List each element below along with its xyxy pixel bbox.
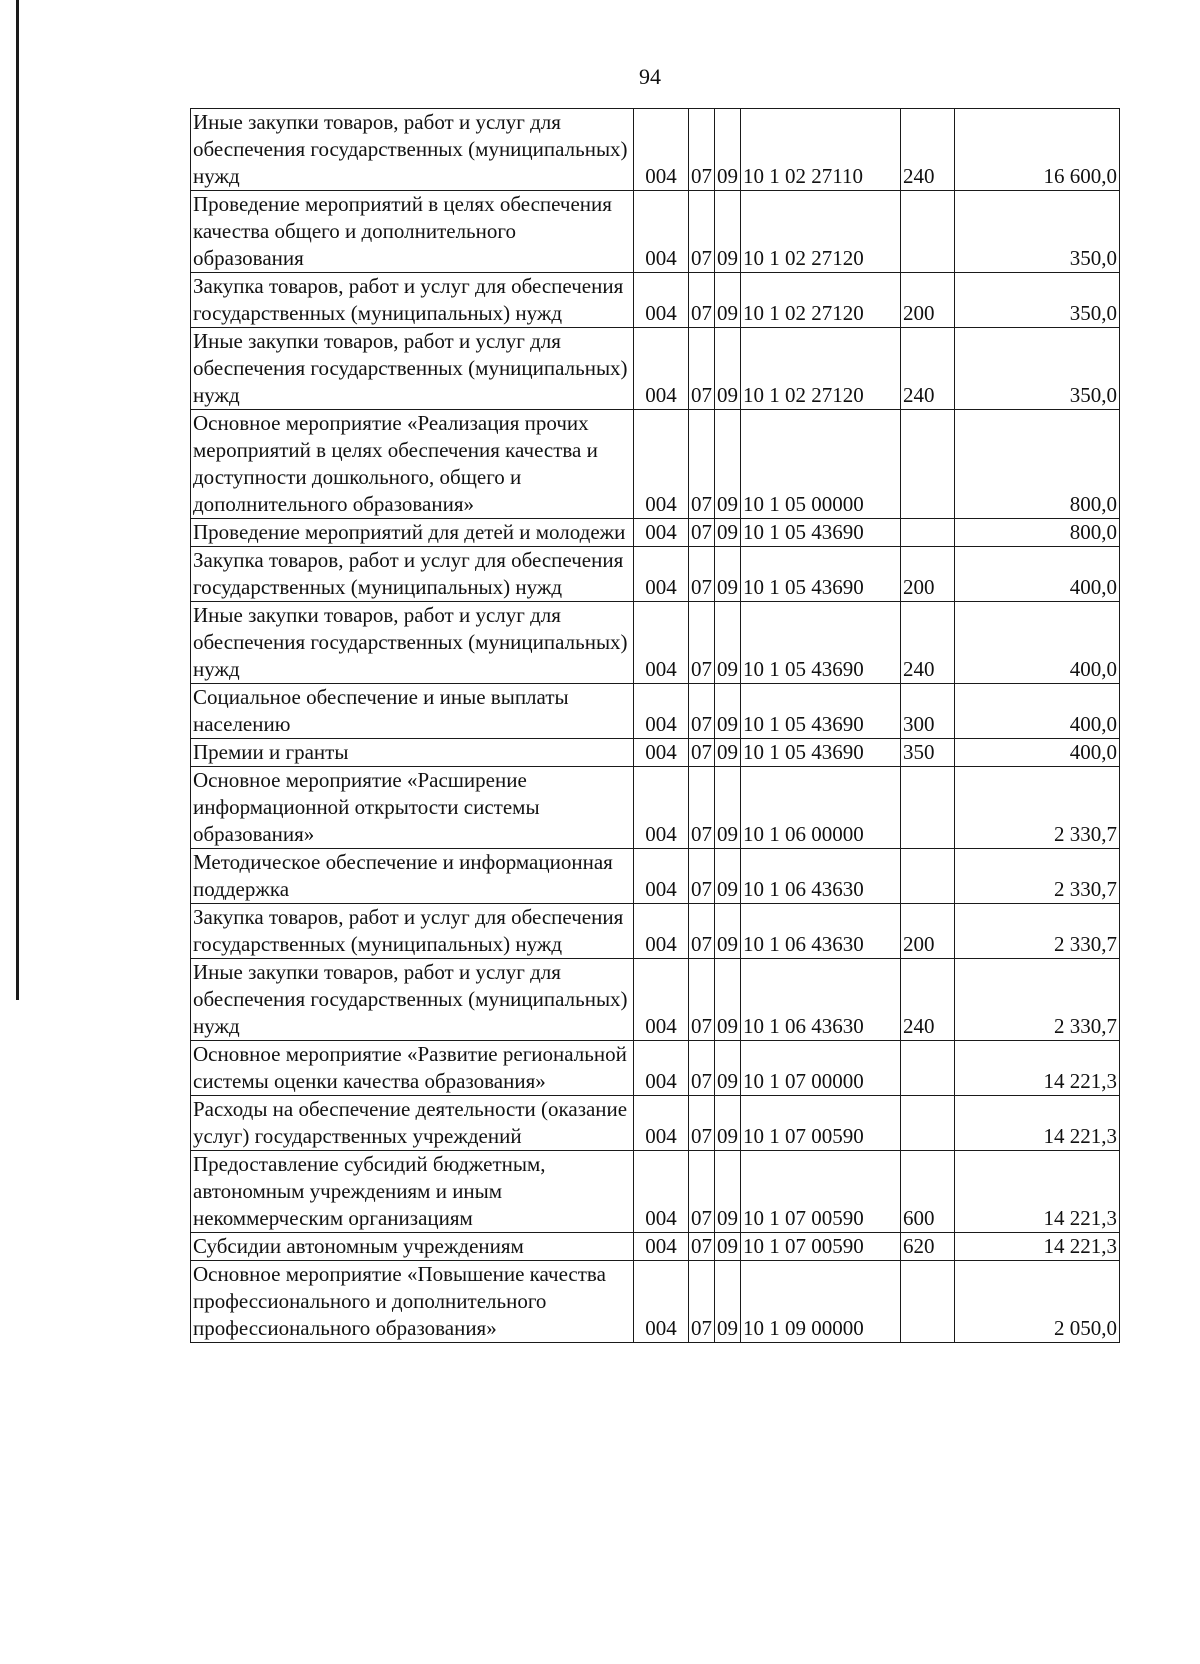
row-subsection-code: 09 xyxy=(715,1233,741,1261)
row-subsection-code: 09 xyxy=(715,519,741,547)
row-subsection-code: 09 xyxy=(715,1096,741,1151)
row-grbs-code: 004 xyxy=(634,1151,689,1233)
row-name: Закупка товаров, работ и услуг для обеспечения государственных (муниципальных) нужд xyxy=(191,547,634,602)
table-row xyxy=(191,1233,1120,1261)
row-expense-type-code xyxy=(901,1096,955,1151)
row-grbs-code: 004 xyxy=(634,739,689,767)
row-amount: 14 221,3 xyxy=(955,1233,1120,1261)
row-section-code: 07 xyxy=(689,1233,715,1261)
row-expense-type-code: 300 xyxy=(901,684,955,739)
row-section-code: 07 xyxy=(689,410,715,519)
row-name: Иные закупки товаров, работ и услуг для обеспечения государственных (муниципальных) нужд xyxy=(191,109,634,191)
row-subsection-code: 09 xyxy=(715,547,741,602)
scan-margin-line xyxy=(16,0,19,1000)
row-amount: 800,0 xyxy=(955,519,1120,547)
row-expense-type-code: 240 xyxy=(901,602,955,684)
row-target-article-code: 10 1 02 27120 xyxy=(741,273,901,328)
row-amount: 2 050,0 xyxy=(955,1261,1120,1343)
row-name: Проведение мероприятий для детей и молодежи xyxy=(191,519,634,547)
row-target-article-code: 10 1 02 27120 xyxy=(741,191,901,273)
row-grbs-code: 004 xyxy=(634,767,689,849)
row-name: Проведение мероприятий в целях обеспечения качества общего и дополнительного образования xyxy=(191,191,634,273)
row-section-code: 07 xyxy=(689,1151,715,1233)
row-subsection-code: 09 xyxy=(715,959,741,1041)
table-row xyxy=(191,273,1120,328)
row-subsection-code: 09 xyxy=(715,328,741,410)
row-target-article-code: 10 1 06 43630 xyxy=(741,849,901,904)
row-target-article-code: 10 1 07 00590 xyxy=(741,1233,901,1261)
row-name: Социальное обеспечение и иные выплаты населению xyxy=(191,684,634,739)
row-name: Методическое обеспечение и информационная поддержка xyxy=(191,849,634,904)
row-section-code: 07 xyxy=(689,849,715,904)
row-section-code: 07 xyxy=(689,767,715,849)
row-amount: 400,0 xyxy=(955,739,1120,767)
table-row xyxy=(191,1151,1120,1233)
row-amount: 2 330,7 xyxy=(955,767,1120,849)
row-grbs-code: 004 xyxy=(634,1096,689,1151)
row-grbs-code: 004 xyxy=(634,410,689,519)
row-subsection-code: 09 xyxy=(715,904,741,959)
table-row xyxy=(191,904,1120,959)
row-grbs-code: 004 xyxy=(634,904,689,959)
row-name: Расходы на обеспечение деятельности (оказание услуг) государственных учреждений xyxy=(191,1096,634,1151)
table-row xyxy=(191,767,1120,849)
row-expense-type-code: 200 xyxy=(901,547,955,602)
row-subsection-code: 09 xyxy=(715,109,741,191)
row-target-article-code: 10 1 05 43690 xyxy=(741,602,901,684)
table-row xyxy=(191,739,1120,767)
row-target-article-code: 10 1 05 00000 xyxy=(741,410,901,519)
row-target-article-code: 10 1 07 00590 xyxy=(741,1096,901,1151)
row-grbs-code: 004 xyxy=(634,602,689,684)
row-amount: 350,0 xyxy=(955,328,1120,410)
row-grbs-code: 004 xyxy=(634,849,689,904)
table-row xyxy=(191,959,1120,1041)
row-expense-type-code: 200 xyxy=(901,273,955,328)
row-section-code: 07 xyxy=(689,959,715,1041)
row-expense-type-code: 600 xyxy=(901,1151,955,1233)
row-subsection-code: 09 xyxy=(715,273,741,328)
row-name: Основное мероприятие «Расширение информационной открытости системы образования» xyxy=(191,767,634,849)
row-grbs-code: 004 xyxy=(634,547,689,602)
row-target-article-code: 10 1 02 27110 xyxy=(741,109,901,191)
row-target-article-code: 10 1 05 43690 xyxy=(741,739,901,767)
row-name: Субсидии автономным учреждениям xyxy=(191,1233,634,1261)
row-amount: 14 221,3 xyxy=(955,1151,1120,1233)
table-row xyxy=(191,410,1120,519)
page-number: 94 xyxy=(639,64,661,89)
row-expense-type-code: 620 xyxy=(901,1233,955,1261)
row-target-article-code: 10 1 06 43630 xyxy=(741,959,901,1041)
row-section-code: 07 xyxy=(689,109,715,191)
table-row xyxy=(191,547,1120,602)
row-target-article-code: 10 1 05 43690 xyxy=(741,684,901,739)
row-name: Закупка товаров, работ и услуг для обеспечения государственных (муниципальных) нужд xyxy=(191,904,634,959)
row-section-code: 07 xyxy=(689,1261,715,1343)
table-row xyxy=(191,1096,1120,1151)
row-expense-type-code: 200 xyxy=(901,904,955,959)
row-amount: 2 330,7 xyxy=(955,849,1120,904)
row-grbs-code: 004 xyxy=(634,109,689,191)
row-name: Основное мероприятие «Реализация прочих мероприятий в целях обеспечения качества и доступности дошкольного, общего и дополнительного образования» xyxy=(191,410,634,519)
row-expense-type-code: 350 xyxy=(901,739,955,767)
row-subsection-code: 09 xyxy=(715,191,741,273)
row-name: Премии и гранты xyxy=(191,739,634,767)
row-target-article-code: 10 1 05 43690 xyxy=(741,547,901,602)
row-name: Иные закупки товаров, работ и услуг для обеспечения государственных (муниципальных) нужд xyxy=(191,959,634,1041)
row-section-code: 07 xyxy=(689,273,715,328)
row-subsection-code: 09 xyxy=(715,410,741,519)
row-amount: 400,0 xyxy=(955,547,1120,602)
row-section-code: 07 xyxy=(689,904,715,959)
row-target-article-code: 10 1 05 43690 xyxy=(741,519,901,547)
row-section-code: 07 xyxy=(689,684,715,739)
row-subsection-code: 09 xyxy=(715,1041,741,1096)
table-row xyxy=(191,109,1120,191)
row-expense-type-code xyxy=(901,1261,955,1343)
row-target-article-code: 10 1 06 00000 xyxy=(741,767,901,849)
row-grbs-code: 004 xyxy=(634,959,689,1041)
row-expense-type-code xyxy=(901,519,955,547)
table-row xyxy=(191,328,1120,410)
row-target-article-code: 10 1 06 43630 xyxy=(741,904,901,959)
row-expense-type-code: 240 xyxy=(901,109,955,191)
row-amount: 400,0 xyxy=(955,602,1120,684)
row-name: Предоставление субсидий бюджетным, автономным учреждениям и иным некоммерческим организациям xyxy=(191,1151,634,1233)
row-expense-type-code xyxy=(901,767,955,849)
row-name: Основное мероприятие «Развитие региональной системы оценки качества образования» xyxy=(191,1041,634,1096)
row-grbs-code: 004 xyxy=(634,191,689,273)
row-amount: 800,0 xyxy=(955,410,1120,519)
row-amount: 16 600,0 xyxy=(955,109,1120,191)
row-section-code: 07 xyxy=(689,328,715,410)
row-grbs-code: 004 xyxy=(634,519,689,547)
row-amount: 14 221,3 xyxy=(955,1096,1120,1151)
row-name: Основное мероприятие «Повышение качества профессионального и дополнительного профессионального образования» xyxy=(191,1261,634,1343)
row-grbs-code: 004 xyxy=(634,328,689,410)
row-target-article-code: 10 1 09 00000 xyxy=(741,1261,901,1343)
row-section-code: 07 xyxy=(689,191,715,273)
table-row xyxy=(191,1261,1120,1343)
row-amount: 2 330,7 xyxy=(955,904,1120,959)
row-name: Закупка товаров, работ и услуг для обеспечения государственных (муниципальных) нужд xyxy=(191,273,634,328)
row-section-code: 07 xyxy=(689,519,715,547)
row-grbs-code: 004 xyxy=(634,1233,689,1261)
table-row xyxy=(191,849,1120,904)
row-expense-type-code xyxy=(901,191,955,273)
row-amount: 14 221,3 xyxy=(955,1041,1120,1096)
row-expense-type-code: 240 xyxy=(901,328,955,410)
row-amount: 350,0 xyxy=(955,273,1120,328)
row-subsection-code: 09 xyxy=(715,1151,741,1233)
row-subsection-code: 09 xyxy=(715,1261,741,1343)
row-subsection-code: 09 xyxy=(715,849,741,904)
row-grbs-code: 004 xyxy=(634,684,689,739)
row-section-code: 07 xyxy=(689,1041,715,1096)
row-expense-type-code xyxy=(901,1041,955,1096)
budget-table xyxy=(190,108,1120,1343)
row-target-article-code: 10 1 07 00000 xyxy=(741,1041,901,1096)
row-section-code: 07 xyxy=(689,739,715,767)
row-section-code: 07 xyxy=(689,1096,715,1151)
table-row xyxy=(191,191,1120,273)
table-row xyxy=(191,602,1120,684)
row-subsection-code: 09 xyxy=(715,602,741,684)
budget-table-body xyxy=(191,109,1120,1343)
row-target-article-code: 10 1 07 00590 xyxy=(741,1151,901,1233)
row-expense-type-code xyxy=(901,410,955,519)
row-grbs-code: 004 xyxy=(634,1261,689,1343)
table-row xyxy=(191,684,1120,739)
table-row xyxy=(191,519,1120,547)
row-subsection-code: 09 xyxy=(715,739,741,767)
row-name: Иные закупки товаров, работ и услуг для обеспечения государственных (муниципальных) нужд xyxy=(191,602,634,684)
row-subsection-code: 09 xyxy=(715,684,741,739)
row-section-code: 07 xyxy=(689,602,715,684)
row-amount: 350,0 xyxy=(955,191,1120,273)
row-amount: 400,0 xyxy=(955,684,1120,739)
row-amount: 2 330,7 xyxy=(955,959,1120,1041)
row-subsection-code: 09 xyxy=(715,767,741,849)
row-grbs-code: 004 xyxy=(634,273,689,328)
table-row xyxy=(191,1041,1120,1096)
row-expense-type-code xyxy=(901,849,955,904)
row-expense-type-code: 240 xyxy=(901,959,955,1041)
row-target-article-code: 10 1 02 27120 xyxy=(741,328,901,410)
row-section-code: 07 xyxy=(689,547,715,602)
row-grbs-code: 004 xyxy=(634,1041,689,1096)
row-name: Иные закупки товаров, работ и услуг для обеспечения государственных (муниципальных) нужд xyxy=(191,328,634,410)
